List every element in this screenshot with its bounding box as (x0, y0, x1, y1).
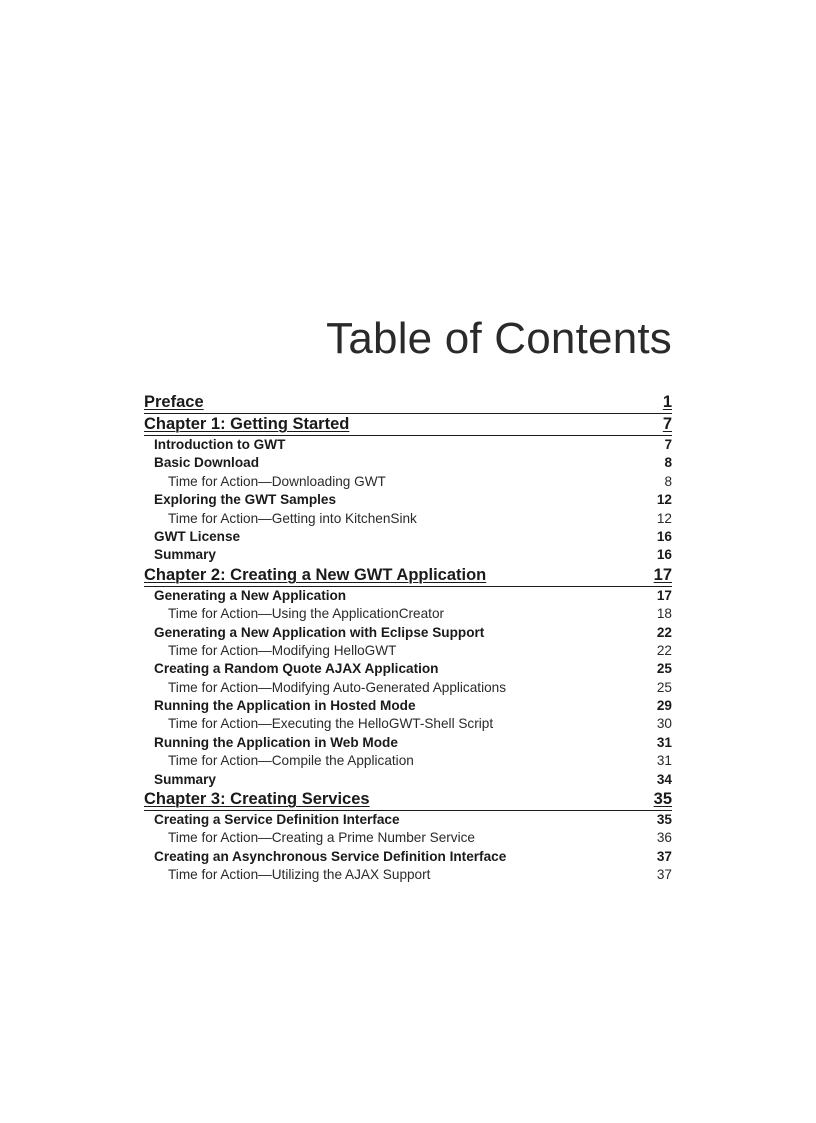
toc-entry-label: Generating a New Application (154, 587, 347, 603)
toc-entry[interactable] (144, 546, 672, 564)
toc-chapter-3-label: Chapter 3: Creating Services (144, 790, 370, 809)
toc-entry[interactable] (144, 829, 672, 847)
toc-entry-page: 31 (656, 734, 672, 750)
toc-chapter-3[interactable] (144, 789, 672, 811)
toc-entry-page: 18 (656, 606, 672, 622)
toc-entry-label: Summary (154, 547, 216, 563)
toc-entry[interactable] (144, 454, 672, 472)
toc-entry[interactable] (144, 624, 672, 642)
toc-entry-page: 17 (656, 587, 672, 603)
toc-entry-label: Introduction to GWT (154, 437, 286, 452)
toc-entry-label: Summary (154, 771, 216, 787)
toc-entry[interactable] (144, 734, 672, 752)
toc-entry-page: 34 (656, 771, 672, 787)
toc-entry-page: 36 (656, 830, 672, 846)
toc-chapter-2-label: Chapter 2: Creating a New GWT Application (144, 565, 487, 584)
toc-entry-page: 22 (656, 642, 672, 658)
toc-entry[interactable] (144, 811, 672, 829)
toc-entry-label: Time for Action—Modifying HelloGWT (168, 642, 397, 658)
toc-entry-page: 22 (656, 624, 672, 640)
toc-preface-page: 1 (662, 393, 672, 411)
toc-entry-label: Basic Download (154, 455, 259, 471)
toc-entry[interactable] (144, 771, 672, 789)
toc-entry[interactable] (144, 848, 672, 866)
toc-entry-page: 12 (656, 510, 672, 526)
page-title: Table of Contents (326, 314, 672, 363)
toc-entry[interactable] (144, 679, 672, 697)
toc-entry-label: Creating a Service Definition Interface (154, 812, 400, 828)
toc-entry-page: 29 (656, 698, 672, 714)
toc-entry-page: 16 (656, 528, 672, 544)
toc-entry-page: 7 (664, 437, 672, 452)
toc-entry-label: Time for Action—Compile the Application (168, 753, 414, 769)
toc-preface[interactable] (144, 392, 672, 414)
toc-entry[interactable] (144, 491, 672, 509)
toc-entry-page: 25 (656, 661, 672, 677)
toc-entry-page: 31 (656, 753, 672, 769)
toc-entry-label: GWT License (154, 528, 241, 544)
toc-entry-label: Exploring the GWT Samples (154, 492, 337, 508)
toc-entry-label: Time for Action—Creating a Prime Number Service (168, 830, 475, 846)
toc-entry-page: 8 (664, 455, 672, 471)
toc-entry-page: 35 (656, 812, 672, 828)
toc-entry[interactable] (144, 642, 672, 660)
toc-entry-page: 37 (656, 867, 672, 883)
toc-entry-label: Running the Application in Web Mode (154, 734, 398, 750)
toc-entry-page: 30 (656, 716, 672, 732)
toc-chapter-2[interactable] (144, 565, 672, 587)
toc-entry-page: 12 (656, 492, 672, 508)
toc-entry-page: 37 (656, 848, 672, 864)
toc-entry[interactable] (144, 528, 672, 546)
toc-chapter-1[interactable] (144, 414, 672, 436)
toc-entry-label: Running the Application in Hosted Mode (154, 698, 416, 714)
toc-preface-label: Preface (144, 393, 204, 411)
toc-entry-label: Time for Action—Utilizing the AJAX Support (168, 867, 431, 883)
toc-entry-page: 25 (656, 679, 672, 695)
table-of-contents (144, 392, 672, 885)
toc-entry[interactable] (144, 752, 672, 770)
toc-entry[interactable] (144, 473, 672, 491)
toc-entry[interactable] (144, 605, 672, 623)
toc-entry-page: 8 (664, 473, 672, 489)
toc-entry-label: Time for Action—Getting into KitchenSink (168, 510, 417, 526)
toc-entry-label: Time for Action—Downloading GWT (168, 473, 386, 489)
toc-entry-label: Creating an Asynchronous Service Definition Interface (154, 848, 507, 864)
toc-entry[interactable] (144, 436, 672, 454)
toc-entry[interactable] (144, 660, 672, 678)
toc-entry-label: Time for Action—Executing the HelloGWT-Shell Script (168, 716, 494, 732)
toc-entry[interactable] (144, 866, 672, 884)
toc-chapter-1-page: 7 (662, 415, 672, 433)
toc-entry-label: Time for Action—Modifying Auto-Generated Applications (168, 679, 507, 695)
toc-entry[interactable] (144, 587, 672, 605)
toc-entry[interactable] (144, 510, 672, 528)
toc-entry-label: Generating a New Application with Eclipse Support (154, 624, 485, 640)
toc-entry-page: 16 (656, 547, 672, 563)
toc-chapter-3-page: 35 (653, 790, 672, 809)
toc-chapter-2-page: 17 (653, 565, 672, 584)
toc-chapter-1-label: Chapter 1: Getting Started (144, 415, 350, 433)
toc-entry[interactable] (144, 697, 672, 715)
toc-entry-label: Creating a Random Quote AJAX Application (154, 661, 439, 677)
toc-entry[interactable] (144, 715, 672, 733)
toc-entry-label: Time for Action—Using the ApplicationCreator (168, 606, 445, 622)
